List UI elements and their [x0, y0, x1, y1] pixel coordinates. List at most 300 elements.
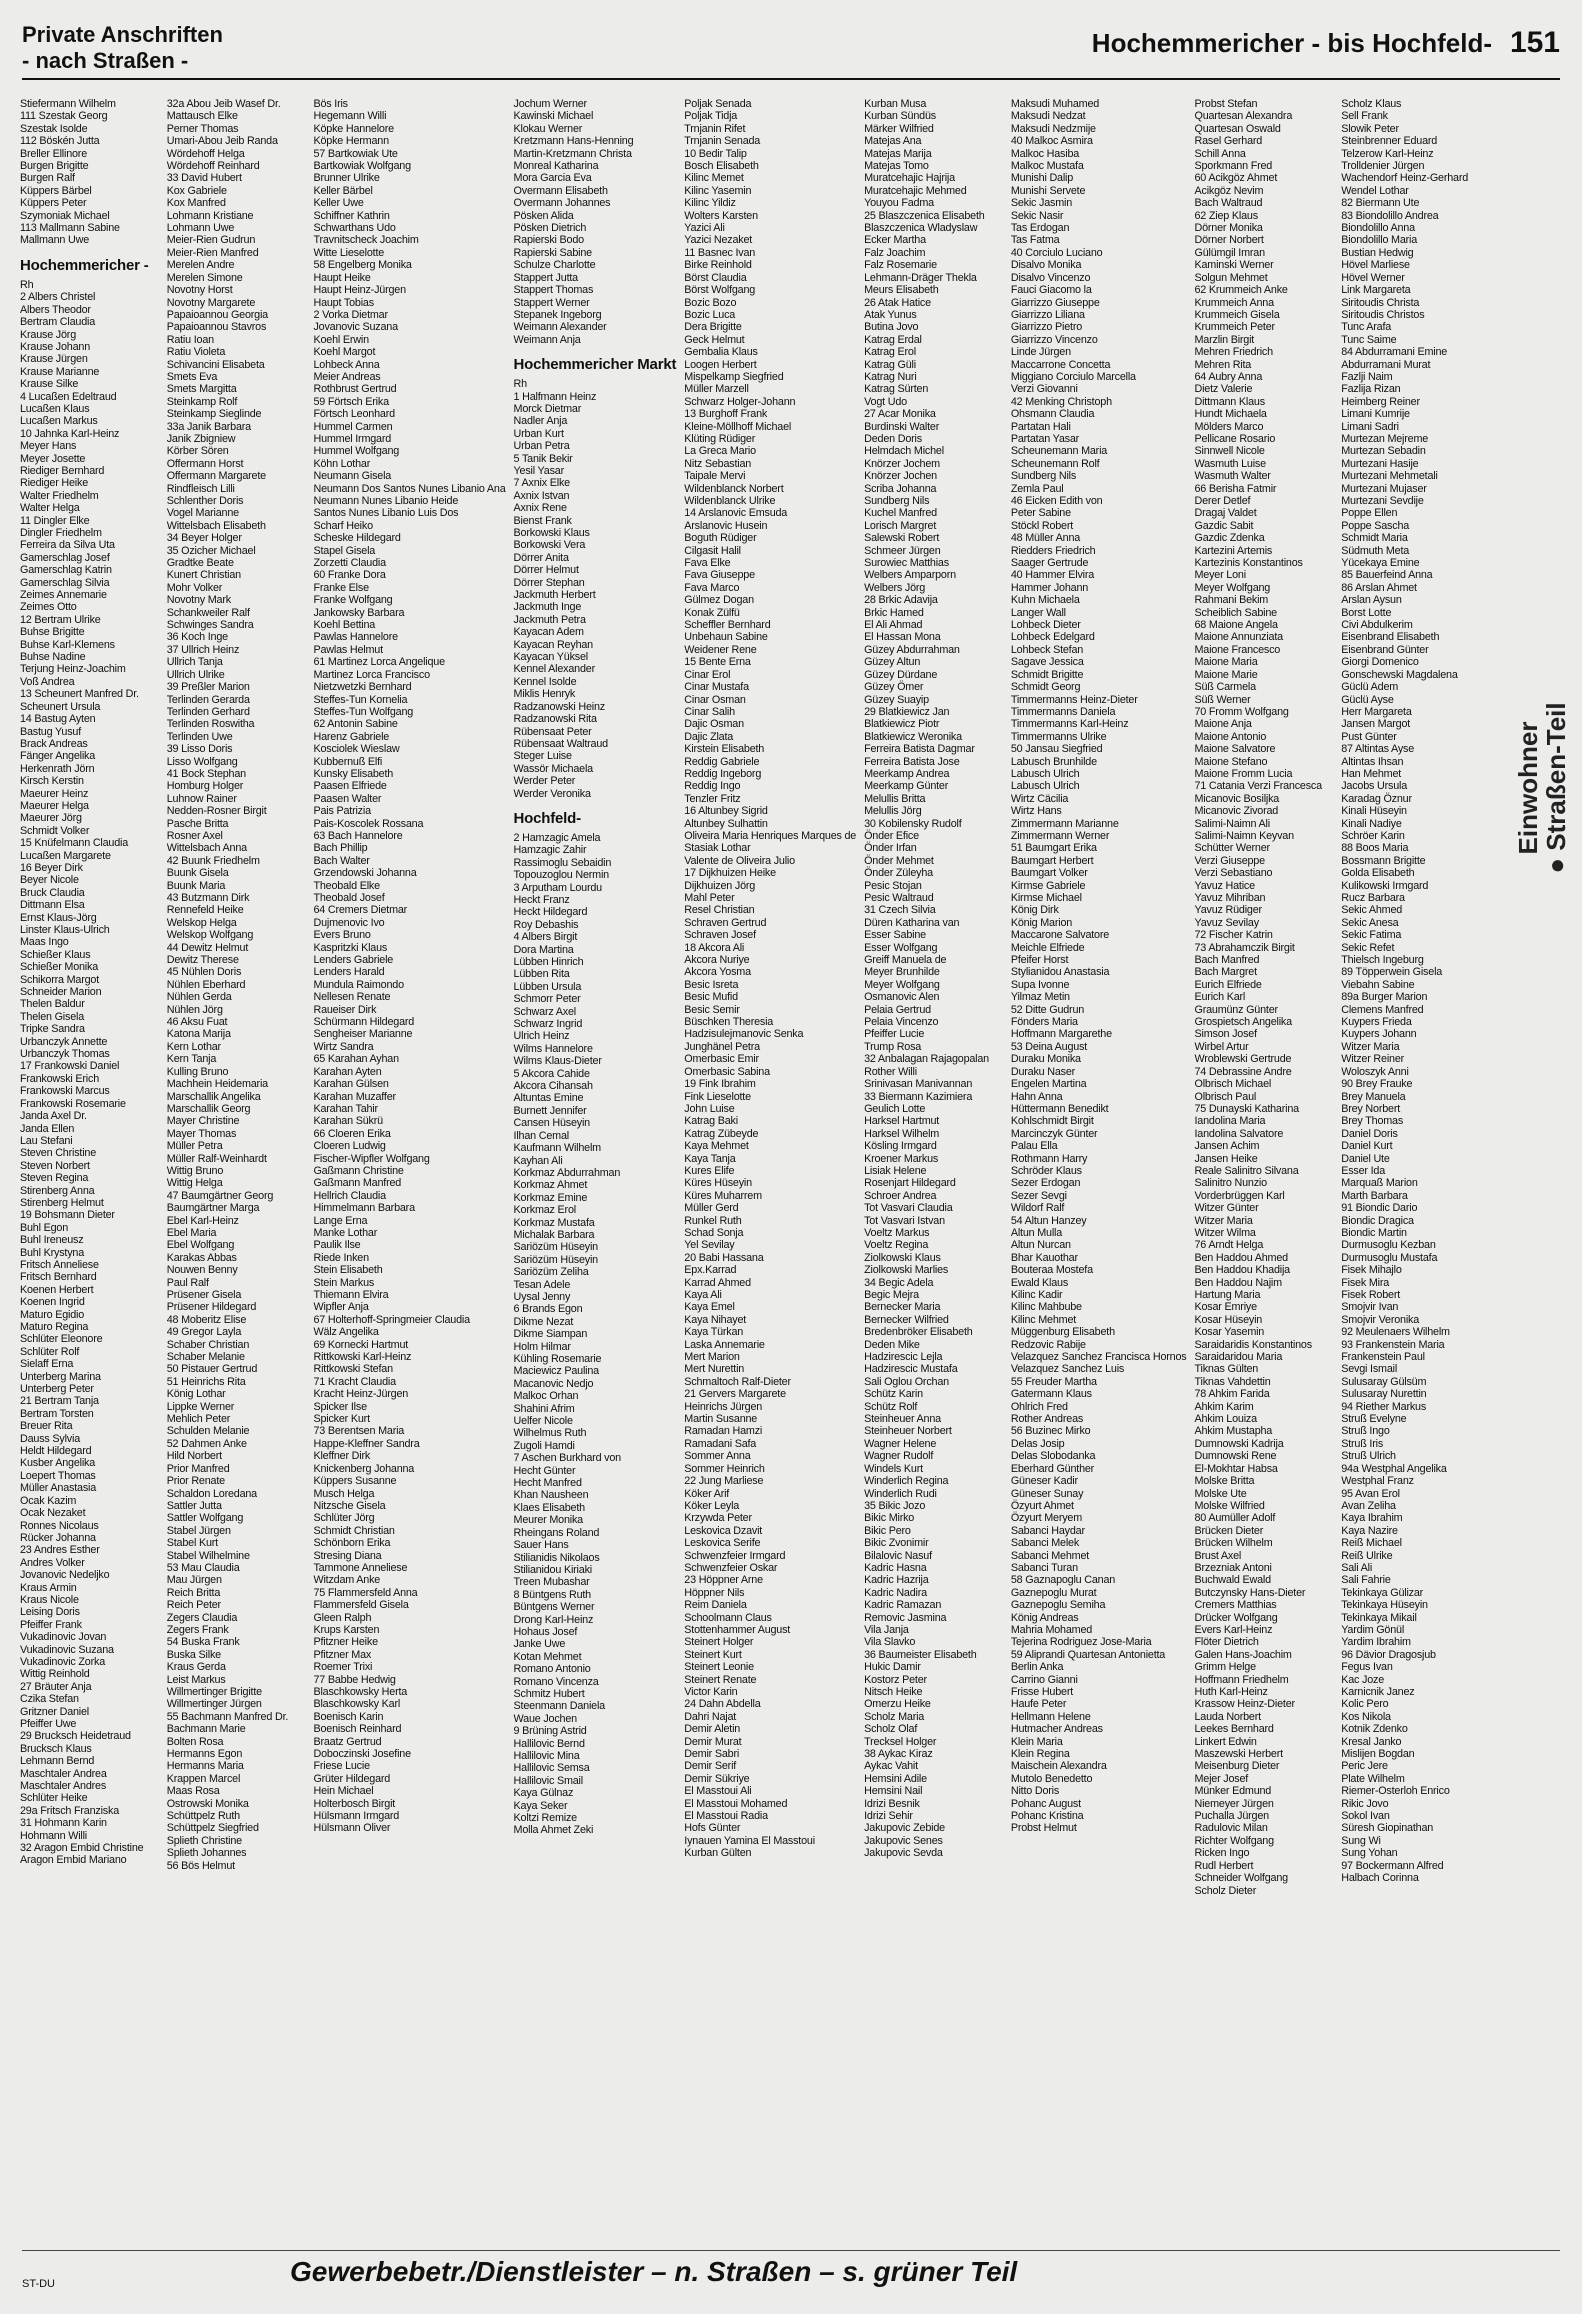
- resident-entry: Haupt Heike: [313, 271, 371, 284]
- resident-entry: Schwarz Axel: [513, 1005, 576, 1018]
- resident-entry: Kaufmann Wilhelm: [513, 1142, 601, 1155]
- resident-entry: Rothbrust Gertrud: [313, 383, 397, 396]
- resident-entry: Riediger Bernhard: [20, 464, 105, 477]
- resident-entry: Weimann Alexander: [513, 321, 607, 334]
- resident-entry: Hülsmann Irmgard: [313, 1810, 400, 1823]
- resident-entry: Hallilovic Semsa: [513, 1762, 590, 1775]
- side-tab: [1512, 640, 1571, 920]
- resident-entry: Wirbel Artur: [1194, 1040, 1249, 1053]
- resident-entry: Radzanowski Rita: [513, 713, 597, 726]
- resident-entry: König Andreas: [1010, 1611, 1079, 1624]
- resident-entry: Sung Wi: [1341, 1834, 1381, 1847]
- resident-entry: 50 Jansau Siegfried: [1010, 743, 1103, 756]
- resident-entry: Herr Margareta: [1341, 705, 1412, 718]
- resident-entry: Pohanc August: [1010, 1797, 1081, 1810]
- resident-entry: Kaya Ali: [684, 1289, 722, 1301]
- resident-entry: Maksudi Nedzmije: [1010, 122, 1096, 135]
- resident-entry: Grüter Hildegard: [313, 1772, 391, 1785]
- resident-entry: Cloeren Ludwig: [313, 1140, 386, 1153]
- resident-entry: Borst Lotte: [1341, 606, 1392, 619]
- resident-entry: Maischein Alexandra: [1010, 1760, 1107, 1773]
- resident-entry: Yavuz Hatice: [1194, 879, 1255, 892]
- resident-entry: 21 Bertram Tanja: [20, 1395, 99, 1408]
- resident-entry: Pesic Stojan: [864, 879, 922, 892]
- footer-divider: [22, 2250, 1560, 2251]
- resident-entry: Leskovica Dzavit: [684, 1524, 763, 1537]
- resident-entry: Kraus Armin: [20, 1581, 77, 1594]
- resident-entry: Terlinden Gerarda: [166, 693, 250, 706]
- resident-entry: Hild Norbert: [166, 1450, 222, 1463]
- resident-entry: Flöter Dietrich: [1194, 1636, 1259, 1649]
- resident-entry: Windels Kurt: [864, 1462, 923, 1475]
- resident-entry: Schüttpelz Ruth: [166, 1810, 240, 1823]
- resident-entry: Cinar Erol: [684, 668, 731, 681]
- resident-entry: Splieth Christine: [166, 1834, 242, 1847]
- resident-entry: Krause Jürgen: [20, 353, 88, 366]
- resident-entry: Pawlas Hannelore: [313, 631, 398, 644]
- street-heading: Hochfeld-: [513, 809, 581, 827]
- resident-entry: Fauci Giacomo la: [1010, 284, 1092, 297]
- resident-entry: 2 Albers Christel: [20, 291, 96, 304]
- resident-entry: Boenisch Karin: [313, 1710, 384, 1723]
- resident-entry: Schiffner Kathrin: [313, 209, 390, 222]
- resident-entry: Reddig Gabriele: [684, 755, 760, 768]
- resident-entry: 13 Scheunert Manfred Dr.: [20, 688, 139, 701]
- resident-entry: Werder Veronika: [513, 787, 591, 800]
- resident-entry: Köker Leyla: [684, 1499, 740, 1512]
- resident-entry: Nietzwetzki Bernhard: [313, 681, 412, 694]
- resident-entry: Vorderbrüggen Karl: [1194, 1189, 1285, 1202]
- resident-entry: Sokol Ivan: [1341, 1810, 1390, 1823]
- resident-entry: Gatermann Klaus: [1010, 1388, 1092, 1401]
- resident-entry: Offermann Margarete: [166, 470, 266, 483]
- resident-entry: Kartezinis Konstantinos: [1194, 557, 1303, 570]
- resident-entry: Jansen Heike: [1194, 1152, 1258, 1165]
- resident-entry: 16 Altunbey Sigrid: [684, 805, 768, 818]
- resident-entry: 48 Moberitz Elise: [166, 1313, 247, 1326]
- resident-entry: Hellrich Claudia: [313, 1189, 386, 1202]
- resident-entry: Limani Sadri: [1341, 420, 1399, 433]
- resident-entry: Murtezan Mejreme: [1341, 432, 1429, 445]
- resident-entry: Hummel Carmen: [313, 420, 393, 433]
- resident-entry: Eisenbrand Günter: [1341, 643, 1429, 656]
- resident-entry: Harksel Hartmut: [864, 1115, 940, 1128]
- resident-entry: 17 Frankowski Daniel: [20, 1060, 120, 1073]
- resident-entry: Timmermanns Heinz-Dieter: [1010, 693, 1138, 706]
- resident-entry: Buunk Gisela: [166, 867, 229, 880]
- resident-entry: Thelen Gisela: [20, 1010, 85, 1023]
- resident-entry: Stottenhammer August: [684, 1623, 791, 1636]
- resident-entry: 59 Aliprandi Quartesan Antonietta: [1010, 1648, 1166, 1661]
- resident-entry: Hecht Manfred: [513, 1477, 582, 1490]
- resident-entry: 24 Dahn Abdella: [684, 1698, 761, 1711]
- resident-entry: Urbanczyk Thomas: [20, 1048, 110, 1061]
- resident-entry: Marschallik Angelika: [166, 1090, 261, 1103]
- resident-entry: El Ali Ahmad: [864, 619, 923, 632]
- resident-entry: Bolten Rosa: [166, 1735, 224, 1748]
- resident-entry: Küres Muharrem: [684, 1189, 762, 1202]
- resident-entry: Zegers Frank: [166, 1623, 229, 1636]
- resident-entry: Grospietsch Angelika: [1194, 1016, 1292, 1029]
- resident-entry: Melullis Jörg: [864, 805, 922, 818]
- resident-entry: Lucaßen Klaus: [20, 402, 90, 415]
- resident-entry: Witzer Wilma: [1194, 1226, 1256, 1239]
- resident-entry: Dauss Sylvia: [20, 1432, 81, 1445]
- resident-entry: Riemer-Osterloh Enrico: [1341, 1785, 1450, 1798]
- resident-entry: König Dirk: [1010, 904, 1059, 917]
- resident-entry: Meyer Wolfgang: [864, 978, 940, 991]
- resident-entry: 14 Arslanovic Emsuda: [684, 507, 788, 520]
- resident-entry: Ben Haddou Ahmed: [1194, 1251, 1288, 1264]
- resident-entry: 85 Bauerfeind Anna: [1341, 569, 1433, 582]
- resident-entry: Bouteraa Mostefa: [1010, 1264, 1093, 1277]
- resident-entry: Reale Salinitro Silvana: [1194, 1164, 1299, 1177]
- resident-entry: 33a Janik Barbara: [166, 420, 251, 433]
- resident-entry: Sariözüm Zeliha: [513, 1266, 589, 1279]
- resident-entry: Wirtz Hans: [1010, 805, 1062, 818]
- resident-entry: Demir Sabri: [684, 1748, 740, 1761]
- resident-entry: Szymoniak Michael: [20, 209, 110, 222]
- resident-entry: Bikic Mirko: [864, 1512, 915, 1525]
- resident-entry: Kos Nikola: [1341, 1710, 1391, 1723]
- resident-entry: 84 Abdurramani Emine: [1341, 346, 1448, 359]
- resident-entry: Giarrizzo Pietro: [1010, 321, 1083, 334]
- resident-entry: 14 Bastug Ayten: [20, 713, 96, 726]
- resident-entry: Wachendorf Heinz-Gerhard: [1341, 172, 1469, 185]
- resident-entry: Tas Erdogan: [1010, 222, 1070, 235]
- resident-entry: Ernst Klaus-Jörg: [20, 911, 97, 924]
- resident-entry: 22 Jung Marliese: [684, 1475, 764, 1488]
- resident-entry: John Luise: [684, 1102, 735, 1115]
- resident-entry: Link Margareta: [1341, 284, 1411, 297]
- resident-entry: Sezer Erdogan: [1010, 1177, 1081, 1190]
- resident-entry: Kaya Tanja: [684, 1152, 736, 1165]
- resident-entry: Küppers Peter: [20, 197, 87, 210]
- resident-entry: Butina Jovo: [864, 321, 919, 334]
- resident-entry: Malkoc Hasiba: [1010, 147, 1080, 160]
- resident-entry: Kilinc Kadir: [1010, 1289, 1063, 1301]
- resident-entry: Güclü Adem: [1341, 681, 1399, 694]
- resident-entry: Meier-Rien Gudrun: [166, 234, 256, 247]
- resident-entry: Schmidt Christian: [313, 1524, 395, 1537]
- resident-entry: Gazdic Sabit: [1194, 519, 1254, 532]
- resident-entry: Halbach Corinna: [1341, 1872, 1419, 1885]
- resident-entry: Blatkiewicz Weronika: [864, 730, 962, 743]
- resident-entry: Hövel Werner: [1341, 271, 1405, 284]
- resident-entry: Sekic Nasir: [1010, 209, 1064, 222]
- resident-entry: Heinrichs Jürgen: [684, 1400, 763, 1413]
- resident-entry: Mejer Josef: [1194, 1772, 1249, 1785]
- resident-entry: Labusch Brunhilde: [1010, 755, 1097, 768]
- resident-entry: 23 Höppner Arne: [684, 1574, 763, 1587]
- resident-entry: Giorgi Domenico: [1341, 656, 1419, 669]
- resident-entry: Kaya Nazire: [1341, 1524, 1398, 1537]
- resident-entry: Kartezini Artemis: [1194, 544, 1273, 557]
- resident-entry: Steffes-Tun Wolfgang: [313, 705, 414, 718]
- resident-entry: Lohbeck Edelgard: [1010, 631, 1095, 644]
- resident-entry: Miklis Henryk: [513, 688, 576, 701]
- resident-entry: Vila Janja: [864, 1623, 909, 1636]
- resident-entry: Güclü Ayse: [1341, 693, 1394, 706]
- resident-entry: Rassimoglu Sebaidin: [513, 856, 612, 869]
- resident-entry: Luhnow Rainer: [166, 792, 237, 805]
- resident-entry: Urbanczyk Annette: [20, 1035, 108, 1048]
- resident-entry: Büntgens Werner: [513, 1601, 595, 1614]
- resident-entry: Biondolillo Maria: [1341, 234, 1418, 247]
- resident-entry: Stirenberg Anna: [20, 1184, 95, 1197]
- resident-entry: Rh: [513, 378, 527, 391]
- resident-entry: Tiknas Vahdettin: [1194, 1375, 1271, 1388]
- resident-entry: 2 Hamzagic Amela: [513, 831, 601, 844]
- resident-entry: Schröder Klaus: [1010, 1164, 1082, 1177]
- resident-entry: Kretzmann Hans-Henning: [513, 135, 634, 148]
- resident-entry: Dujmenovic Ivo: [313, 916, 385, 929]
- resident-entry: Börst Claudia: [684, 271, 747, 284]
- resident-entry: Ziolkowski Marlies: [864, 1264, 949, 1277]
- resident-entry: Witzdam Anke: [313, 1574, 381, 1587]
- resident-entry: Brücken Wilhelm: [1194, 1537, 1273, 1550]
- resident-entry: 13 Burghoff Frank: [684, 408, 768, 421]
- resident-entry: Ziolkowski Klaus: [864, 1251, 941, 1264]
- side-tab-label: [1514, 648, 1570, 928]
- resident-entry: Yesil Yasar: [513, 464, 564, 477]
- resident-entry: Buhl Egon: [20, 1221, 69, 1234]
- resident-entry: El Hassan Mona: [864, 631, 941, 644]
- resident-entry: Vogel Marianne: [166, 507, 239, 520]
- resident-entry: Hermanns Egon: [166, 1748, 243, 1761]
- resident-entry: Lisso Wolfgang: [166, 755, 238, 768]
- resident-entry: 29 Blatkiewicz Jan: [864, 705, 950, 718]
- directory-column: [1341, 98, 1480, 2238]
- resident-entry: Novotny Margarete: [166, 296, 256, 309]
- resident-entry: Kern Tanja: [166, 1053, 217, 1066]
- resident-entry: Lübben Rita: [513, 968, 570, 981]
- resident-entry: Shahini Afrim: [513, 1402, 575, 1415]
- resident-entry: Schmitz Hubert: [513, 1687, 585, 1700]
- resident-entry: Klaes Elisabeth: [513, 1501, 585, 1514]
- resident-entry: Mohr Volker: [166, 581, 223, 594]
- resident-entry: Bikic Pero: [864, 1524, 911, 1537]
- resident-entry: Schroer Andrea: [864, 1189, 937, 1202]
- resident-entry: Jakupovic Senes: [864, 1834, 943, 1847]
- directory-column: [1195, 98, 1334, 2238]
- resident-entry: Dittmann Klaus: [1194, 395, 1265, 408]
- resident-entry: Overmann Elisabeth: [513, 184, 608, 197]
- resident-entry: Stappert Werner: [513, 296, 590, 309]
- resident-entry: Müller Ralf-Weinhardt: [166, 1152, 267, 1165]
- header-left-line2: - nach Straßen -: [22, 48, 189, 73]
- resident-entry: Güzey Altun: [864, 656, 921, 669]
- resident-entry: Romano Vincenza: [513, 1675, 599, 1688]
- resident-entry: Krummeich Peter: [1194, 321, 1275, 334]
- resident-entry: Schmidt Volker: [20, 824, 90, 837]
- resident-entry: Krassow Heinz-Dieter: [1194, 1698, 1295, 1711]
- resident-entry: Korkmaz Erol: [513, 1204, 576, 1217]
- resident-entry: Rucz Barbara: [1341, 892, 1405, 904]
- resident-entry: Blaschkowsky Karl: [313, 1698, 401, 1711]
- resident-entry: 83 Biondolillo Andrea: [1341, 209, 1439, 222]
- resident-entry: Friese Lucie: [313, 1760, 370, 1773]
- resident-entry: Saraidaridis Konstantinos: [1194, 1338, 1312, 1351]
- resident-entry: Axnix Istvan: [513, 489, 570, 502]
- resident-entry: Schaber Melanie: [166, 1351, 245, 1364]
- resident-entry: Dumnowski Kadrija: [1194, 1437, 1284, 1450]
- resident-entry: Herkenrath Jörn: [20, 762, 95, 775]
- resident-entry: Katrag Erdal: [864, 333, 922, 346]
- resident-entry: Partatan Hali: [1010, 420, 1071, 433]
- resident-entry: Maione Anja: [1194, 718, 1252, 731]
- resident-entry: Kleine-Möllhoff Michael: [684, 420, 792, 433]
- resident-entry: Pohanc Kristina: [1010, 1810, 1084, 1823]
- resident-entry: Krause Johann: [20, 340, 91, 353]
- resident-entry: Lorisch Margret: [864, 519, 937, 532]
- resident-entry: Jackmuth Herbert: [513, 589, 596, 602]
- resident-entry: Terlinden Roswitha: [166, 718, 255, 731]
- resident-entry: Steinheuer Norbert: [864, 1425, 952, 1438]
- resident-entry: Kures Elife: [684, 1164, 735, 1177]
- resident-entry: Witte Lieselotte: [313, 246, 385, 259]
- resident-entry: Riedders Friedrich: [1010, 544, 1096, 557]
- resident-entry: 90 Brey Frauke: [1341, 1078, 1413, 1091]
- resident-entry: Tiknas Gülten: [1194, 1363, 1259, 1376]
- resident-entry: Ramadan Hamzi: [684, 1425, 763, 1438]
- resident-entry: Baumgart Volker: [1010, 867, 1088, 880]
- resident-entry: Roy Debashis: [513, 918, 579, 931]
- resident-entry: 5 Tanik Bekir: [513, 452, 573, 465]
- resident-entry: 33 Biermann Kazimiera: [864, 1090, 973, 1103]
- resident-entry: Hermanns Maria: [166, 1760, 244, 1773]
- resident-entry: Krzywda Peter: [684, 1512, 752, 1525]
- resident-entry: Theobald Josef: [313, 892, 385, 904]
- resident-entry: Theobald Elke: [313, 879, 380, 892]
- directory-column: [20, 98, 159, 2238]
- resident-entry: Geulich Lotte: [864, 1102, 926, 1115]
- resident-entry: Wilms Hannelore: [513, 1042, 593, 1055]
- resident-entry: Yavuz Rüdiger: [1194, 904, 1262, 917]
- resident-entry: Zugoli Hamdi: [513, 1439, 575, 1452]
- resident-entry: 4 Lucaßen Edeltraud: [20, 390, 117, 403]
- resident-entry: Hummel Irmgard: [313, 432, 392, 445]
- resident-entry: Poljak Tidja: [684, 110, 738, 123]
- resident-entry: Mehren Rita: [1194, 358, 1252, 371]
- resident-entry: Zeimes Annemarie: [20, 589, 107, 602]
- resident-entry: Wasmuth Walter: [1194, 470, 1271, 483]
- resident-entry: 45 Nühlen Doris: [166, 966, 242, 979]
- resident-entry: Breuer Rita: [20, 1420, 73, 1433]
- resident-entry: Topouzoglou Nermin: [513, 869, 609, 882]
- resident-entry: Kaya Seker: [513, 1799, 568, 1812]
- resident-entry: Kosciolek Wieslaw: [313, 743, 400, 756]
- resident-entry: Maksudi Nedzat: [1010, 110, 1086, 123]
- resident-entry: Sattler Jutta: [166, 1499, 222, 1512]
- resident-entry: Demir Murat: [684, 1735, 742, 1748]
- resident-entry: Borkowski Vera: [513, 539, 586, 552]
- resident-entry: Karrad Ahmed: [684, 1276, 751, 1289]
- resident-entry: Krause Marianne: [20, 365, 100, 378]
- resident-entry: Gülümgil Imran: [1194, 246, 1265, 259]
- resident-entry: Prior Manfred: [166, 1462, 230, 1475]
- resident-entry: Yücekaya Emine: [1341, 557, 1420, 570]
- resident-entry: 52 Dahmen Anke: [166, 1437, 247, 1450]
- resident-entry: 54 Altun Hanzey: [1010, 1214, 1087, 1227]
- resident-entry: Sengheiser Marianne: [313, 1028, 413, 1041]
- resident-entry: Kurban Sündüs: [864, 110, 936, 123]
- resident-entry: Wilms Klaus-Dieter: [513, 1055, 602, 1068]
- resident-entry: Steger Luise: [513, 750, 572, 763]
- resident-entry: Cinar Mustafa: [684, 681, 749, 694]
- resident-entry: 32 Aragon Embid Christine: [20, 1842, 144, 1855]
- resident-entry: Muratcehajic Mehmed: [864, 184, 967, 197]
- resident-entry: Vukadinovic Zorka: [20, 1655, 106, 1668]
- resident-entry: Wittelsbach Anna: [166, 842, 247, 855]
- resident-entry: Sariözüm Hüseyin: [513, 1253, 598, 1266]
- resident-entry: Terlinden Uwe: [166, 730, 233, 743]
- resident-entry: 56 Buzinec Mirko: [1010, 1425, 1091, 1438]
- resident-entry: Smojvir Ivan: [1341, 1301, 1399, 1314]
- resident-entry: Maschtaler Andrea: [20, 1767, 107, 1780]
- resident-entry: Fava Giuseppe: [684, 569, 755, 582]
- resident-entry: Paasen Elfriede: [313, 780, 387, 793]
- resident-entry: Splieth Johannes: [166, 1847, 247, 1860]
- resident-entry: Trecksel Holger: [864, 1735, 937, 1748]
- resident-entry: Timmermanns Ulrike: [1010, 730, 1107, 743]
- resident-entry: Altintas Ihsan: [1341, 755, 1404, 768]
- resident-entry: Güneser Sunay: [1010, 1487, 1084, 1500]
- resident-entry: Galen Hans-Joachim: [1194, 1648, 1292, 1661]
- resident-entry: Bach Manfred: [1194, 954, 1260, 967]
- resident-entry: Wilhelmus Ruth: [513, 1427, 587, 1440]
- resident-entry: Knickenberg Johanna: [313, 1462, 415, 1475]
- resident-entry: Bozic Luca: [684, 308, 736, 321]
- resident-entry: Malkoc Mustafa: [1010, 160, 1084, 173]
- resident-entry: Himmelmann Barbara: [313, 1202, 415, 1215]
- resident-entry: Jovanovic Nedeljko: [20, 1569, 110, 1582]
- resident-entry: 35 Ozicher Michael: [166, 544, 256, 557]
- resident-entry: Woloszyk Anni: [1341, 1065, 1409, 1078]
- resident-entry: Mispelkamp Siegfried: [684, 370, 784, 383]
- resident-entry: Witzer Reiner: [1341, 1053, 1405, 1066]
- resident-entry: Olbrisch Paul: [1194, 1090, 1257, 1103]
- resident-entry: Altun Mulla: [1010, 1226, 1063, 1239]
- resident-entry: Miggiano Corciulo Marcella: [1010, 370, 1136, 383]
- resident-entry: Kurban Gülten: [684, 1847, 752, 1860]
- resident-entry: Leekes Bernhard: [1194, 1723, 1274, 1736]
- resident-entry: Martinez Lorca Francisco: [313, 668, 430, 681]
- resident-entry: 55 Bachmann Manfred Dr.: [166, 1710, 289, 1723]
- resident-entry: Stapel Gisela: [313, 544, 376, 557]
- resident-entry: Kraus Gerda: [166, 1661, 226, 1674]
- resident-entry: Önder Efice: [864, 829, 919, 842]
- resident-entry: Murtezani Mehmetali: [1341, 470, 1438, 483]
- resident-entry: Hahn Anna: [1010, 1090, 1063, 1103]
- resident-entry: Falz Joachim: [864, 246, 926, 259]
- resident-entry: Harenz Gabriele: [313, 730, 390, 743]
- resident-entry: Sagave Jessica: [1010, 656, 1084, 669]
- resident-entry: Giarrizzo Vincenzo: [1010, 333, 1098, 346]
- resident-entry: Dörrer Helmut: [513, 564, 579, 577]
- resident-entry: 7 Axnix Elke: [513, 477, 570, 490]
- resident-entry: Schwarthans Udo: [313, 222, 396, 235]
- resident-entry: Knörzer Jochem: [864, 457, 940, 470]
- resident-entry: 62 Krummeich Anke: [1194, 284, 1288, 297]
- resident-entry: Boenisch Reinhard: [313, 1723, 402, 1736]
- resident-entry: 40 Corciulo Luciano: [1010, 246, 1103, 259]
- resident-entry: Hukic Damir: [864, 1661, 921, 1674]
- resident-entry: Stabel Kurt: [166, 1537, 218, 1550]
- resident-entry: Dittmann Elsa: [20, 899, 85, 912]
- resident-entry: Schaldon Loredana: [166, 1487, 257, 1500]
- resident-entry: Krause Jörg: [20, 328, 77, 341]
